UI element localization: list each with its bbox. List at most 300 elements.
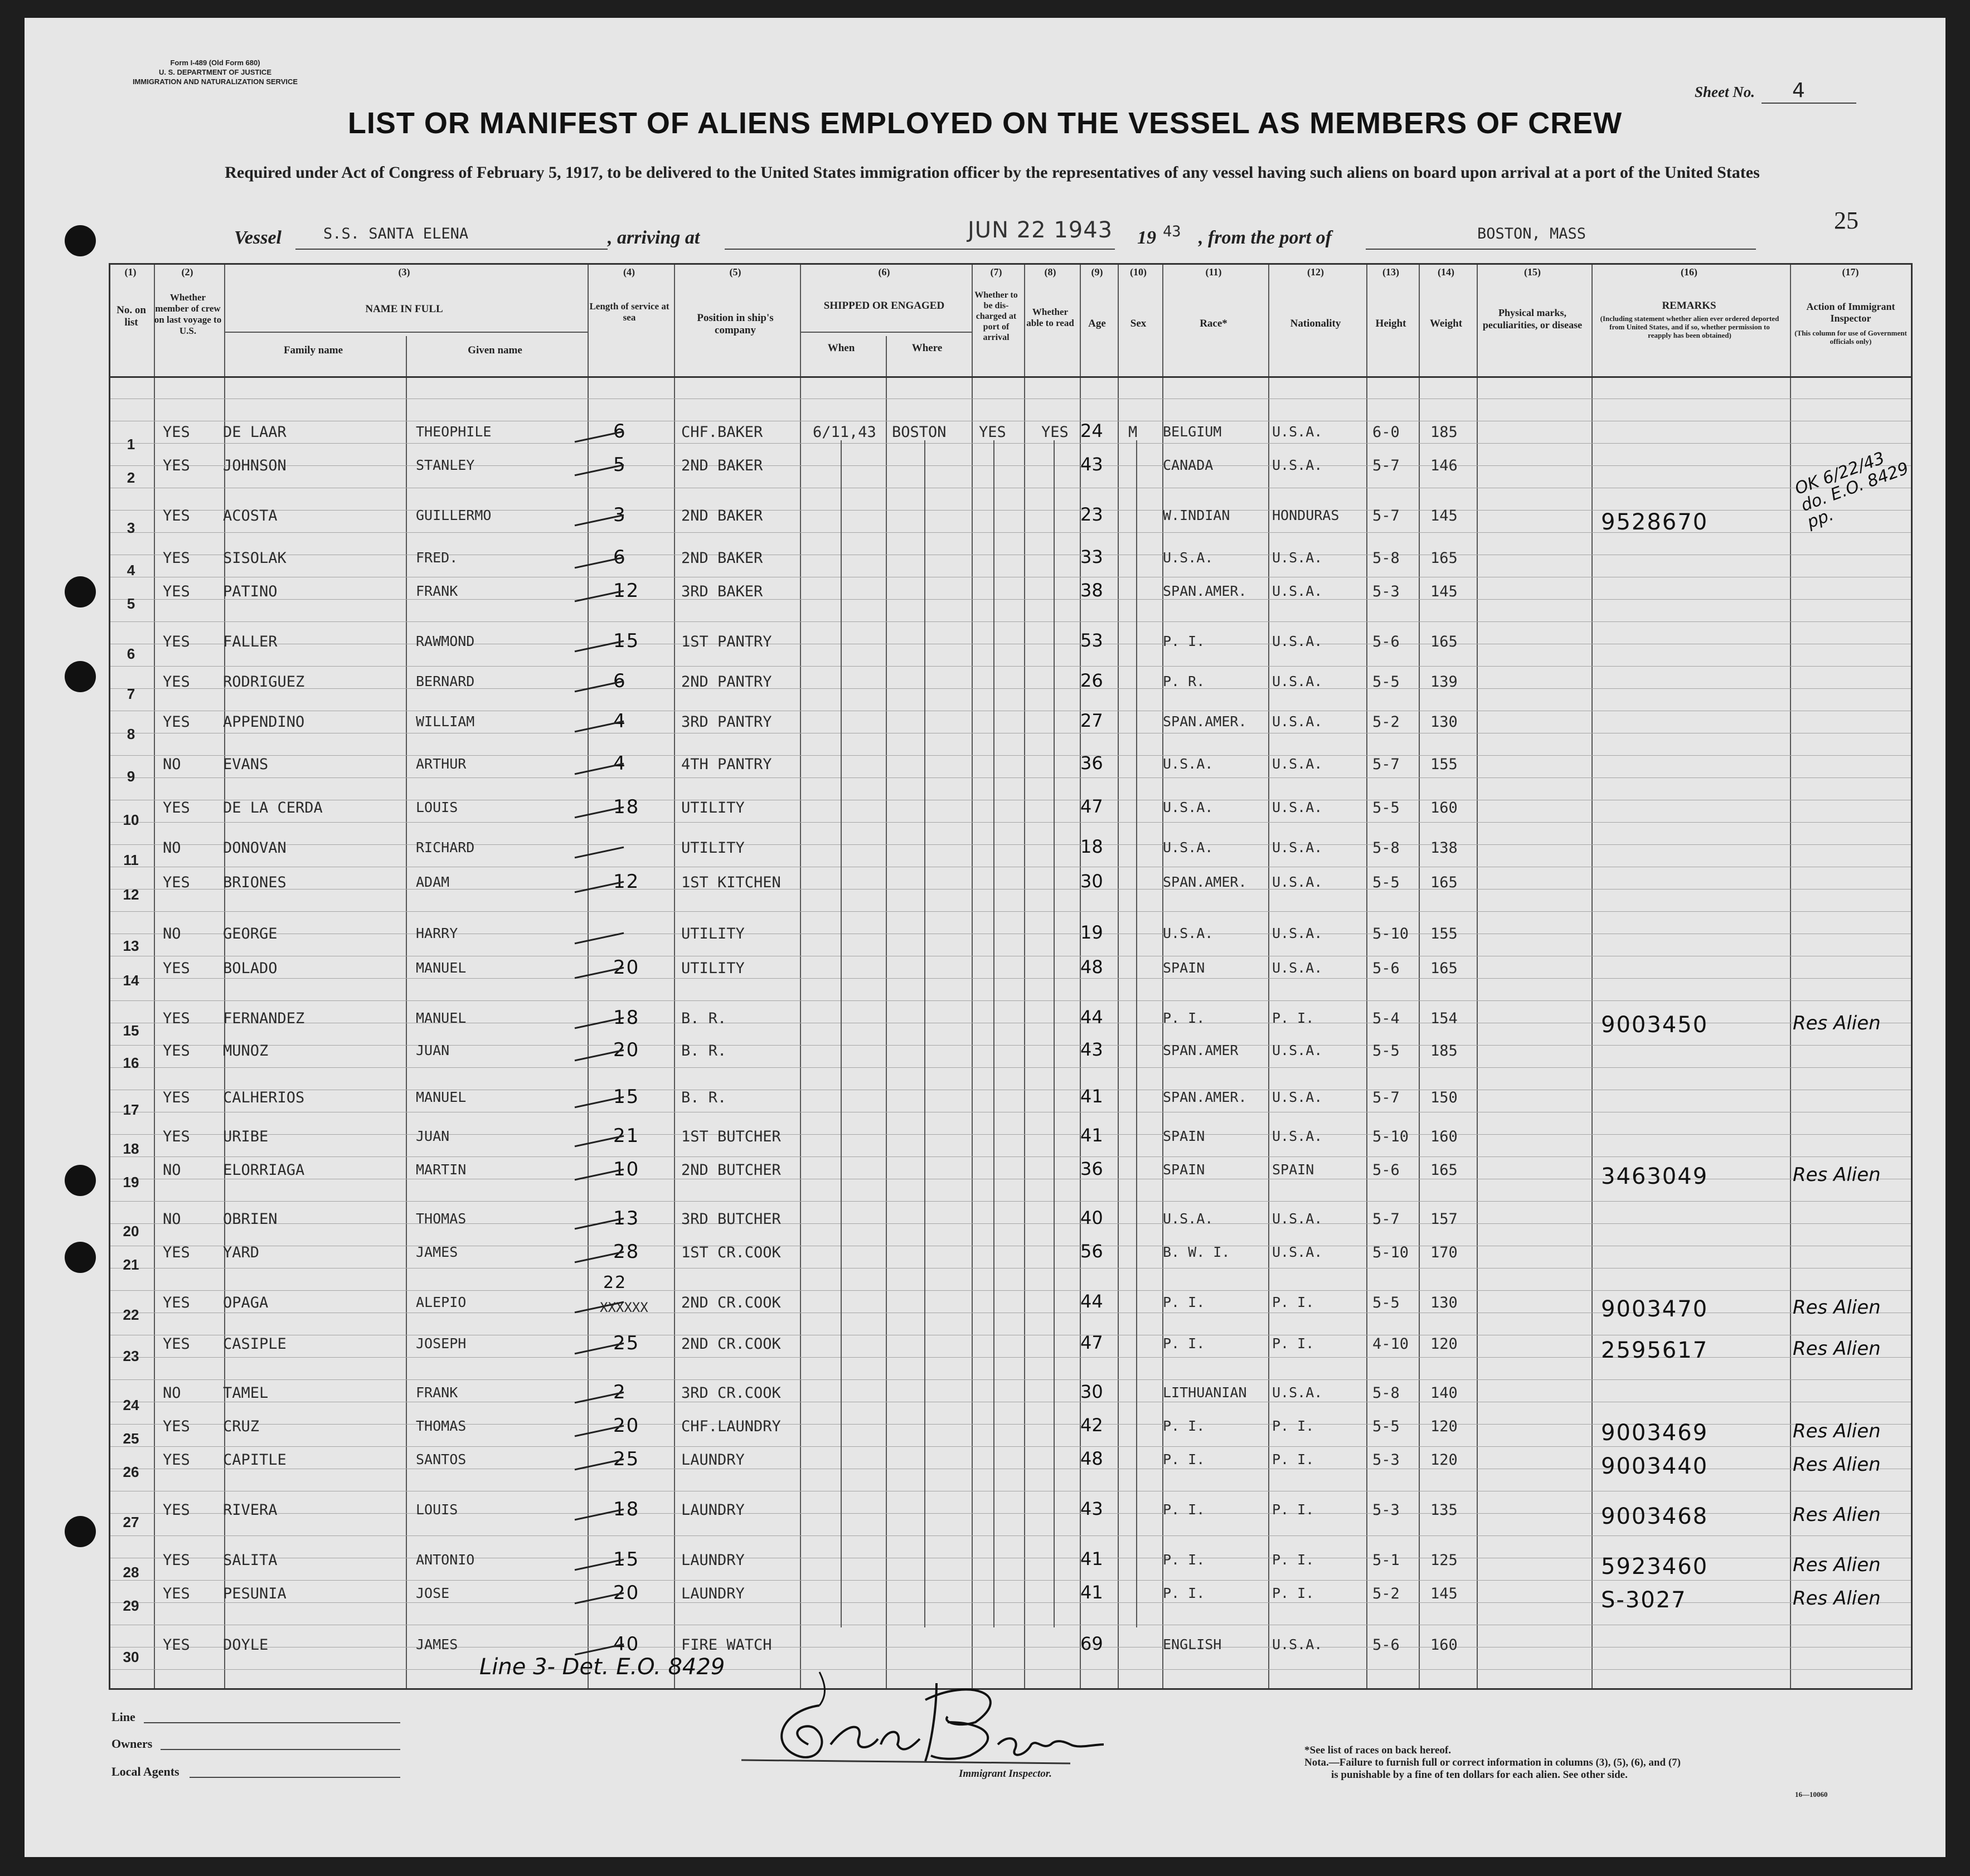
remarks-cell: 2595617 xyxy=(1601,1338,1709,1363)
column-number: (4) xyxy=(623,266,635,278)
row-rule xyxy=(110,688,1911,689)
row-rule xyxy=(110,755,1911,756)
column-number: (13) xyxy=(1382,266,1399,278)
service-cell: 25 xyxy=(613,1332,640,1354)
column-number: (11) xyxy=(1205,266,1222,278)
given-name-cell: THEOPHILE xyxy=(416,424,492,440)
service-cell: 20 xyxy=(613,1415,640,1437)
row-number: 14 xyxy=(123,972,139,989)
row-number: 24 xyxy=(123,1397,139,1413)
family-name-cell: SISOLAK xyxy=(223,550,287,567)
family-name-cell: DE LAAR xyxy=(223,424,287,441)
age-cell: 43 xyxy=(1080,1498,1103,1519)
remarks-cell: 9003450 xyxy=(1601,1012,1709,1038)
age-cell: 36 xyxy=(1080,1158,1103,1179)
member-cell: NO xyxy=(163,839,181,857)
member-cell: YES xyxy=(163,1418,190,1435)
age-cell: 41 xyxy=(1080,1582,1103,1603)
action-cell: Res Alien xyxy=(1793,1587,1881,1610)
row-number: 27 xyxy=(123,1514,139,1530)
service-cell: 10 xyxy=(613,1158,640,1180)
service-cell: 12 xyxy=(613,871,640,893)
column-divider xyxy=(1162,265,1163,1688)
given-name-cell: RICHARD xyxy=(416,839,475,856)
weight-cell: 146 xyxy=(1430,457,1458,474)
row-number: 20 xyxy=(123,1223,139,1240)
race-cell: U.S.A. xyxy=(1163,550,1214,566)
when-cell: 6/11,43 xyxy=(813,424,876,441)
header-rule xyxy=(110,376,1911,378)
member-cell: YES xyxy=(163,457,190,474)
service-cell: 20 xyxy=(613,956,640,979)
race-cell: U.S.A. xyxy=(1163,756,1214,772)
age-cell: 44 xyxy=(1080,1291,1103,1312)
nationality-cell: U.S.A. xyxy=(1272,583,1323,599)
column-number: (3) xyxy=(398,266,410,278)
column-divider xyxy=(588,265,589,1688)
action-cell: Res Alien xyxy=(1793,1554,1881,1576)
position-cell: 2ND BAKER xyxy=(681,507,763,524)
age-cell: 24 xyxy=(1080,420,1103,441)
height-cell: 5-5 xyxy=(1372,799,1400,817)
age-cell: 48 xyxy=(1080,1448,1103,1469)
member-cell: YES xyxy=(163,583,190,600)
member-cell: YES xyxy=(163,960,190,977)
family-name-cell: CAPITLE xyxy=(223,1451,287,1469)
subheader-rule xyxy=(224,332,588,333)
member-cell: NO xyxy=(163,756,181,773)
row-rule xyxy=(110,1379,1911,1380)
column-header-shipped: SHIPPED OR ENGAGED xyxy=(823,300,945,312)
nationality-cell: U.S.A. xyxy=(1272,1636,1323,1653)
given-name-cell: SANTOS xyxy=(416,1451,467,1467)
race-cell: P. I. xyxy=(1163,1294,1205,1310)
date-stamp: JUN 22 1943 xyxy=(968,217,1113,243)
race-cell: U.S.A. xyxy=(1163,1211,1214,1227)
service-cell: 20 xyxy=(613,1582,640,1604)
column-number: (9) xyxy=(1091,266,1103,278)
binder-hole xyxy=(65,576,96,607)
weight-cell: 120 xyxy=(1430,1335,1458,1353)
form-number-block xyxy=(120,58,310,86)
nationality-cell: P. I. xyxy=(1272,1294,1314,1310)
nationality-cell: U.S.A. xyxy=(1272,874,1323,890)
service-cell: 20 xyxy=(613,1039,640,1061)
nationality-cell: P. I. xyxy=(1272,1335,1314,1352)
member-cell: YES xyxy=(163,713,190,731)
position-cell: LAUNDRY xyxy=(681,1585,745,1602)
family-name-cell: YARD xyxy=(223,1244,260,1261)
member-cell: YES xyxy=(163,633,190,650)
column-divider xyxy=(674,265,675,1688)
position-cell: 3RD CR.COOK xyxy=(681,1384,781,1402)
action-cell: Res Alien xyxy=(1793,1420,1881,1442)
age-cell: 42 xyxy=(1080,1415,1103,1436)
nota-line-2: is punishable by a fine of ten dollars for each alien. See other side. xyxy=(1331,1769,1628,1781)
port-rule xyxy=(1366,249,1756,250)
service-name: IMMIGRATION AND NATURALIZATION SERVICE xyxy=(132,77,298,86)
race-cell: ENGLISH xyxy=(1163,1636,1222,1653)
read-cell: YES xyxy=(1041,424,1069,441)
signature-image xyxy=(736,1661,1115,1783)
column-number: (14) xyxy=(1438,266,1454,278)
age-cell: 27 xyxy=(1080,710,1103,731)
age-cell: 41 xyxy=(1080,1548,1103,1569)
column-divider xyxy=(154,265,155,1688)
given-name-cell: JOSE xyxy=(416,1585,450,1601)
row-number: 17 xyxy=(123,1101,139,1118)
position-cell: 1ST PANTRY xyxy=(681,633,772,650)
member-cell: YES xyxy=(163,1501,190,1519)
row-rule xyxy=(110,1535,1911,1536)
age-cell: 69 xyxy=(1080,1633,1103,1654)
family-name-cell: URIBE xyxy=(223,1128,269,1145)
nationality-cell: U.S.A. xyxy=(1272,960,1323,976)
family-name-cell: OBRIEN xyxy=(223,1211,278,1228)
position-cell: B. R. xyxy=(681,1010,727,1027)
row-number: 2 xyxy=(127,469,135,486)
column-header-physical: Physical marks, peculiarities, or disease xyxy=(1482,307,1583,331)
height-cell: 5-3 xyxy=(1372,1451,1400,1469)
column-divider xyxy=(1790,265,1791,1688)
column-divider xyxy=(886,336,887,1688)
family-name-cell: DE LA CERDA xyxy=(223,799,323,817)
column-divider xyxy=(1118,265,1119,1688)
height-cell: 5-1 xyxy=(1372,1552,1400,1569)
position-cell: 2ND BAKER xyxy=(681,550,763,567)
year-prefix: 19 xyxy=(1137,227,1156,248)
given-name-cell: LOUIS xyxy=(416,799,458,815)
row-number: 4 xyxy=(127,562,135,579)
row-number: 29 xyxy=(123,1597,139,1614)
position-cell: CHF.LAUNDRY xyxy=(681,1418,781,1435)
nationality-cell: SPAIN xyxy=(1272,1161,1314,1178)
height-cell: 5-7 xyxy=(1372,457,1400,474)
position-cell: LAUNDRY xyxy=(681,1451,745,1469)
age-cell: 41 xyxy=(1080,1125,1103,1146)
family-name-cell: ELORRIAGA xyxy=(223,1161,305,1179)
given-name-cell: MANUEL xyxy=(416,960,467,976)
binder-hole xyxy=(65,661,96,692)
age-cell: 43 xyxy=(1080,1039,1103,1060)
column-number: (7) xyxy=(990,266,1002,278)
family-name-cell: JOHNSON xyxy=(223,457,287,474)
column-divider xyxy=(406,336,407,1688)
row-rule xyxy=(110,1580,1911,1581)
row-number: 19 xyxy=(123,1174,139,1190)
age-cell: 48 xyxy=(1080,956,1103,978)
height-cell: 5-8 xyxy=(1372,550,1400,567)
sheet-number-rule xyxy=(1762,103,1856,104)
remarks-cell: 9003469 xyxy=(1601,1420,1709,1446)
service-cell: 21 xyxy=(613,1125,640,1147)
row-rule xyxy=(110,1446,1911,1447)
column-header-where: Where xyxy=(911,342,943,354)
nationality-cell: U.S.A. xyxy=(1272,925,1323,941)
position-cell: 4TH PANTRY xyxy=(681,756,772,773)
column-header-remarks-note: (Including statement whether alien ever ordered deported from United States, and if so, whether permission to reapply has been obtained) xyxy=(1600,314,1779,339)
weight-cell: 165 xyxy=(1430,633,1458,650)
given-name-cell: THOMAS xyxy=(416,1418,467,1434)
age-cell: 18 xyxy=(1080,836,1103,857)
nationality-cell: U.S.A. xyxy=(1272,756,1323,772)
height-cell: 6-0 xyxy=(1372,424,1400,441)
height-cell: 5-7 xyxy=(1372,756,1400,773)
column-header-remarks: REMARKS xyxy=(1662,300,1716,312)
given-name-cell: ADAM xyxy=(416,874,450,890)
service-cell: 18 xyxy=(613,1007,640,1029)
column-header-position: Position in ship's company xyxy=(697,312,774,336)
row-number: 9 xyxy=(127,768,135,785)
nationality-cell: U.S.A. xyxy=(1272,1089,1323,1105)
race-cell: BELGIUM xyxy=(1163,424,1222,440)
race-cell: P. I. xyxy=(1163,633,1205,649)
action-cell: OK 6/22/43 do. E.O. 8429 pp. xyxy=(1792,448,1911,533)
row-rule xyxy=(110,1067,1911,1068)
column-number: (5) xyxy=(729,266,741,278)
arriving-rule xyxy=(725,249,1115,250)
member-cell: YES xyxy=(163,1010,190,1027)
nationality-cell: U.S.A. xyxy=(1272,424,1323,440)
owners-rule xyxy=(161,1749,400,1750)
height-cell: 5-2 xyxy=(1372,1585,1400,1602)
family-name-cell: TAMEL xyxy=(223,1384,269,1402)
race-cell: U.S.A. xyxy=(1163,799,1214,815)
column-header-action-note: (This column for use of Government officials only) xyxy=(1794,329,1907,346)
row-number: 11 xyxy=(123,852,139,868)
vessel-label: Vessel xyxy=(234,227,282,248)
remarks-cell: 3463049 xyxy=(1601,1164,1709,1189)
weight-cell: 120 xyxy=(1430,1451,1458,1469)
position-cell: 2ND CR.COOK xyxy=(681,1335,781,1353)
document-subtitle: Required under Act of Congress of February 5, 1917, to be delivered to the United States immigration officer by the representatives of any vessel having such aliens on board upon arrival at a port of the United States xyxy=(225,163,1760,182)
nota-line-1: Nota.—Failure to furnish full or correct information in columns (3), (5), (6), and (7) xyxy=(1304,1757,1681,1768)
position-cell: UTILITY xyxy=(681,839,745,857)
nationality-cell: U.S.A. xyxy=(1272,713,1323,730)
column-header-name: NAME IN FULL xyxy=(365,303,443,315)
height-cell: 5-8 xyxy=(1372,1384,1400,1402)
nationality-cell: U.S.A. xyxy=(1272,550,1323,566)
race-cell: U.S.A. xyxy=(1163,839,1214,856)
column-header-height: Height xyxy=(1375,318,1406,329)
nationality-cell: U.S.A. xyxy=(1272,457,1323,473)
weight-cell: 130 xyxy=(1430,1294,1458,1311)
given-name-cell: JOSEPH xyxy=(416,1335,467,1352)
row-number: 25 xyxy=(123,1430,139,1447)
row-number: 28 xyxy=(123,1564,139,1581)
height-cell: 5-7 xyxy=(1372,1211,1400,1228)
service-cell: 15 xyxy=(613,1548,640,1571)
year-suffix: 43 xyxy=(1163,223,1181,240)
given-name-cell: JUAN xyxy=(416,1128,450,1144)
discharged-cell: YES xyxy=(979,424,1006,441)
family-name-cell: RODRIGUEZ xyxy=(223,673,305,691)
position-cell: CHF.BAKER xyxy=(681,424,763,441)
weight-cell: 145 xyxy=(1430,507,1458,524)
position-cell: 1ST KITCHEN xyxy=(681,874,781,891)
position-cell: LAUNDRY xyxy=(681,1501,745,1519)
service-struck-cell: XXXXXX xyxy=(600,1300,648,1315)
row-number: 22 xyxy=(123,1306,139,1323)
column-divider xyxy=(800,265,801,1688)
row-rule xyxy=(110,465,1911,466)
member-cell: YES xyxy=(163,1335,190,1353)
position-cell: FIRE WATCH xyxy=(681,1636,772,1654)
weight-cell: 150 xyxy=(1430,1089,1458,1106)
service-cell: 3 xyxy=(613,504,627,526)
row-rule xyxy=(110,1045,1911,1046)
service-cell: 4 xyxy=(613,710,627,732)
form-number: Form I-489 (Old Form 680) xyxy=(170,59,260,67)
race-cell: P. I. xyxy=(1163,1585,1205,1601)
column-header-race: Race* xyxy=(1200,318,1227,329)
race-cell: SPAIN xyxy=(1163,960,1205,976)
family-name-cell: SALITA xyxy=(223,1552,278,1569)
given-name-cell: STANLEY xyxy=(416,457,475,473)
age-cell: 36 xyxy=(1080,752,1103,774)
action-cell: Res Alien xyxy=(1793,1164,1881,1186)
given-name-cell: FRANK xyxy=(416,1384,458,1401)
remarks-cell: 9003440 xyxy=(1601,1454,1709,1479)
service-cell: 22 xyxy=(603,1273,627,1292)
position-cell: UTILITY xyxy=(681,799,745,817)
height-cell: 5-3 xyxy=(1372,1501,1400,1519)
row-number: 12 xyxy=(123,886,139,903)
age-cell: 47 xyxy=(1080,796,1103,817)
position-cell: 1ST BUTCHER xyxy=(681,1128,781,1145)
column-number: (15) xyxy=(1524,266,1541,278)
weight-cell: 130 xyxy=(1430,713,1458,731)
position-cell: 2ND CR.COOK xyxy=(681,1294,781,1311)
height-cell: 5-5 xyxy=(1372,1418,1400,1435)
nationality-cell: U.S.A. xyxy=(1272,673,1323,689)
race-cell: P. I. xyxy=(1163,1010,1205,1026)
remarks-cell: S-3027 xyxy=(1601,1587,1687,1613)
family-name-cell: PESUNIA xyxy=(223,1585,287,1602)
family-name-cell: MUNOZ xyxy=(223,1042,269,1059)
nationality-cell: P. I. xyxy=(1272,1451,1314,1467)
nationality-cell: U.S.A. xyxy=(1272,1042,1323,1058)
height-cell: 5-6 xyxy=(1372,1636,1400,1654)
given-name-cell: ARTHUR xyxy=(416,756,467,772)
ditto-stroke xyxy=(1136,440,1137,1627)
row-number: 13 xyxy=(123,937,139,954)
column-number: (10) xyxy=(1130,266,1147,278)
page-number: 25 xyxy=(1834,207,1859,234)
nationality-cell: U.S.A. xyxy=(1272,1211,1323,1227)
position-cell: B. R. xyxy=(681,1089,727,1106)
service-cell: 6 xyxy=(613,670,627,692)
row-number: 7 xyxy=(127,686,135,702)
family-name-cell: CALHERIOS xyxy=(223,1089,305,1106)
column-header-read: Whether able to read xyxy=(1026,307,1074,328)
given-name-cell: GUILLERMO xyxy=(416,507,492,523)
given-name-cell: THOMAS xyxy=(416,1211,467,1227)
action-cell: Res Alien xyxy=(1793,1338,1881,1360)
given-name-cell: LOUIS xyxy=(416,1501,458,1518)
race-cell: P. I. xyxy=(1163,1418,1205,1434)
row-number: 8 xyxy=(127,726,135,742)
given-name-cell: HARRY xyxy=(416,925,458,941)
column-number: (17) xyxy=(1842,266,1859,278)
column-divider xyxy=(1477,265,1478,1688)
weight-cell: 139 xyxy=(1430,673,1458,691)
column-number: (6) xyxy=(878,266,890,278)
height-cell: 5-5 xyxy=(1372,673,1400,691)
position-cell: UTILITY xyxy=(681,925,745,942)
weight-cell: 185 xyxy=(1430,424,1458,441)
action-cell: Res Alien xyxy=(1793,1454,1881,1476)
inspector-signature xyxy=(736,1661,1115,1786)
row-rule xyxy=(110,844,1911,845)
age-cell: 47 xyxy=(1080,1332,1103,1353)
from-port-label: , from the port of xyxy=(1199,227,1332,248)
family-name-cell: EVANS xyxy=(223,756,269,773)
position-cell: UTILITY xyxy=(681,960,745,977)
height-cell: 5-6 xyxy=(1372,633,1400,650)
height-cell: 5-6 xyxy=(1372,1161,1400,1179)
member-cell: YES xyxy=(163,424,190,441)
row-number: 16 xyxy=(123,1054,139,1071)
position-cell: LAUNDRY xyxy=(681,1552,745,1569)
age-cell: 23 xyxy=(1080,504,1103,525)
height-cell: 5-10 xyxy=(1372,1128,1409,1145)
race-cell: SPAN.AMER. xyxy=(1163,713,1247,730)
race-cell: P. I. xyxy=(1163,1501,1205,1518)
family-name-cell: RIVERA xyxy=(223,1501,278,1519)
height-cell: 5-5 xyxy=(1372,1294,1400,1311)
age-cell: 38 xyxy=(1080,580,1103,601)
ditto-stroke xyxy=(924,440,925,1627)
race-cell: SPAN.AMER. xyxy=(1163,1089,1247,1105)
position-cell: 2ND BUTCHER xyxy=(681,1161,781,1179)
height-cell: 5-10 xyxy=(1372,925,1409,942)
member-cell: YES xyxy=(163,1585,190,1602)
line-rule xyxy=(144,1722,400,1723)
family-name-cell: BOLADO xyxy=(223,960,278,977)
age-cell: 33 xyxy=(1080,546,1103,567)
member-cell: NO xyxy=(163,925,181,942)
sex-cell: M xyxy=(1128,424,1138,441)
service-cell: 15 xyxy=(613,630,640,652)
column-number: (16) xyxy=(1681,266,1697,278)
row-number: 10 xyxy=(123,811,139,828)
column-divider xyxy=(1366,265,1367,1688)
row-rule xyxy=(110,911,1911,912)
column-header-age: Age xyxy=(1088,318,1106,329)
arriving-label: , arriving at xyxy=(608,227,700,248)
weight-cell: 154 xyxy=(1430,1010,1458,1027)
row-number: 5 xyxy=(127,595,135,612)
service-cell: 40 xyxy=(613,1633,640,1655)
row-rule xyxy=(110,599,1911,600)
service-cell: 13 xyxy=(613,1207,640,1229)
member-cell: YES xyxy=(163,673,190,691)
weight-cell: 145 xyxy=(1430,583,1458,600)
position-cell: 3RD BAKER xyxy=(681,583,763,600)
nationality-cell: P. I. xyxy=(1272,1552,1314,1568)
weight-cell: 135 xyxy=(1430,1501,1458,1519)
column-divider xyxy=(1268,265,1269,1688)
given-name-cell: RAWMOND xyxy=(416,633,475,649)
nationality-cell: U.S.A. xyxy=(1272,1244,1323,1260)
action-cell: Res Alien xyxy=(1793,1296,1881,1319)
line-label: Line xyxy=(111,1710,135,1724)
race-cell: SPAN.AMER. xyxy=(1163,583,1247,599)
row-rule xyxy=(110,1134,1911,1135)
given-name-cell: MARTIN xyxy=(416,1161,467,1178)
row-number: 3 xyxy=(127,519,135,536)
